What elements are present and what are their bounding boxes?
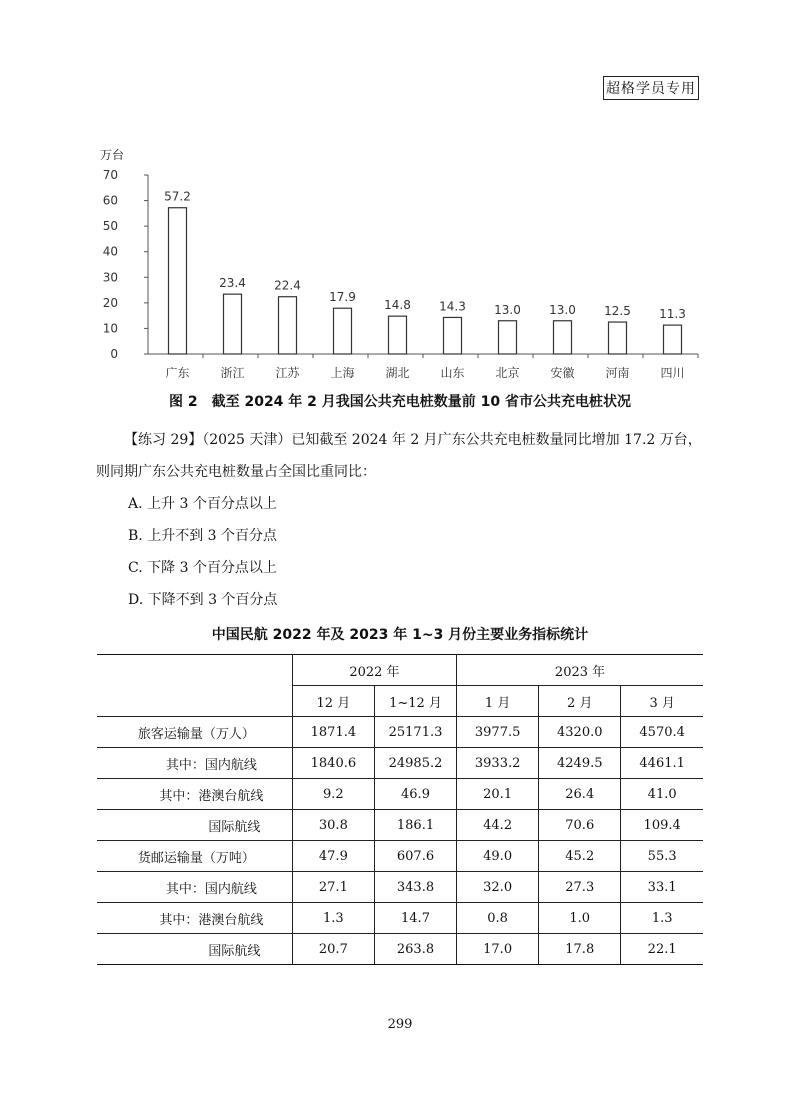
bar-value-label: 17.9 — [329, 290, 356, 305]
table-corner-cell — [97, 655, 292, 717]
x-category-label: 上海 — [330, 366, 355, 380]
table-row — [97, 903, 703, 934]
table-row — [97, 748, 703, 779]
y-tick-label: 60 — [102, 193, 118, 208]
page-number: 299 — [387, 1017, 413, 1032]
x-category-label: 安徽 — [550, 366, 575, 380]
table-cell: 46.9 — [374, 779, 456, 810]
table-cell: 45.2 — [539, 841, 621, 872]
bar — [499, 321, 517, 354]
table-cell: 1.0 — [539, 903, 621, 934]
table-cell: 3977.5 — [457, 717, 539, 748]
table-row — [97, 872, 703, 903]
bar — [169, 208, 187, 354]
bar — [334, 308, 352, 354]
y-tick-label: 20 — [102, 295, 118, 310]
table-row — [97, 810, 703, 841]
table-cell: 109.4 — [621, 810, 703, 841]
chart-bars — [164, 190, 686, 354]
bar-value-label: 13.0 — [549, 302, 576, 317]
bar — [554, 321, 572, 354]
y-tick-label: 40 — [102, 244, 118, 259]
option-a[interactable]: A. 上升 3 个百分点以上 — [128, 496, 277, 512]
table-cell: 9.2 — [292, 779, 374, 810]
y-tick-label: 30 — [102, 270, 118, 285]
y-tick-label: 70 — [102, 168, 118, 182]
table-cell: 4461.1 — [621, 748, 703, 779]
bar-value-label: 14.8 — [384, 298, 411, 313]
table-header-row — [97, 655, 703, 686]
row-label: 其中：国内航线 — [97, 748, 292, 779]
bar-value-label: 11.3 — [659, 307, 686, 322]
table-cell: 55.3 — [621, 841, 703, 872]
table-cell: 27.1 — [292, 872, 374, 903]
table-row — [97, 717, 703, 748]
table-cell: 186.1 — [374, 810, 456, 841]
question-stem — [96, 424, 706, 488]
x-category-label: 山东 — [440, 366, 465, 380]
table-cell: 25171.3 — [374, 717, 456, 748]
x-category-label: 浙江 — [220, 366, 245, 380]
aviation-stats-table — [97, 654, 703, 965]
table-cell: 343.8 — [374, 872, 456, 903]
question-line-2: 则同期广东公共充电桩数量占全国比重同比： — [96, 464, 376, 480]
table-cell: 0.8 — [457, 903, 539, 934]
table-row — [97, 841, 703, 872]
bar — [389, 316, 407, 354]
option-b[interactable]: B. 上升不到 3 个百分点 — [128, 528, 277, 544]
bar-value-label: 12.5 — [604, 304, 631, 319]
subheader-jan: 1 月 — [457, 686, 539, 717]
table-cell: 1.3 — [292, 903, 374, 934]
subheader-full-year: 1~12 月 — [374, 686, 456, 717]
exclusive-tag: 超格学员专用 — [603, 76, 699, 100]
y-unit-label: 万台 — [100, 148, 125, 162]
table-cell: 14.7 — [374, 903, 456, 934]
bar-value-label: 22.4 — [274, 278, 301, 293]
answer-options — [128, 488, 277, 616]
subheader-feb: 2 月 — [539, 686, 621, 717]
charging-pile-bar-chart — [90, 140, 710, 390]
table-cell: 49.0 — [457, 841, 539, 872]
row-label: 货邮运输量（万吨） — [97, 841, 292, 872]
bar — [224, 294, 242, 354]
subheader-dec: 12 月 — [292, 686, 374, 717]
table-cell: 27.3 — [539, 872, 621, 903]
question-line-1: 【练习 29】（2025 天津）已知截至 2024 年 2 月广东公共充电桩数量同比增加 17.2 万台， — [124, 432, 702, 448]
table-cell: 41.0 — [621, 779, 703, 810]
table-cell: 44.2 — [457, 810, 539, 841]
table-cell: 20.7 — [292, 934, 374, 965]
table-cell: 26.4 — [539, 779, 621, 810]
table-cell: 4249.5 — [539, 748, 621, 779]
header-2023: 2023 年 — [457, 655, 703, 686]
header-2022: 2022 年 — [292, 655, 456, 686]
x-category-label: 广东 — [165, 366, 190, 380]
y-tick-label: 10 — [102, 321, 118, 336]
table-cell: 263.8 — [374, 934, 456, 965]
table-cell: 17.0 — [457, 934, 539, 965]
table-row — [97, 934, 703, 965]
row-label: 旅客运输量（万人） — [97, 717, 292, 748]
table-cell: 3933.2 — [457, 748, 539, 779]
table-cell: 607.6 — [374, 841, 456, 872]
table-cell: 47.9 — [292, 841, 374, 872]
table-cell: 1871.4 — [292, 717, 374, 748]
table-cell: 32.0 — [457, 872, 539, 903]
bar-value-label: 23.4 — [219, 276, 246, 291]
bar-value-label: 57.2 — [164, 189, 191, 204]
subheader-mar: 3 月 — [621, 686, 703, 717]
table-cell: 4570.4 — [621, 717, 703, 748]
table-cell: 24985.2 — [374, 748, 456, 779]
bar-value-label: 13.0 — [494, 302, 521, 317]
table-row — [97, 779, 703, 810]
table-cell: 1.3 — [621, 903, 703, 934]
bar — [664, 325, 682, 354]
bar-value-label: 14.3 — [439, 299, 466, 314]
row-label: 其中：港澳台航线 — [97, 903, 292, 934]
table-title: 中国民航 2022 年及 2023 年 1~3 月份主要业务指标统计 — [211, 627, 589, 643]
table-cell: 22.1 — [621, 934, 703, 965]
bar — [444, 317, 462, 354]
option-c[interactable]: C. 下降 3 个百分点以上 — [128, 560, 277, 576]
table-cell: 20.1 — [457, 779, 539, 810]
x-category-label: 四川 — [660, 366, 685, 380]
y-tick-label: 50 — [102, 219, 118, 234]
x-category-label: 北京 — [495, 366, 520, 380]
option-d[interactable]: D. 下降不到 3 个百分点 — [128, 592, 278, 608]
table-cell: 33.1 — [621, 872, 703, 903]
bar — [609, 322, 627, 354]
row-label: 国际航线 — [97, 934, 292, 965]
row-label: 其中：国内航线 — [97, 872, 292, 903]
table-cell: 1840.6 — [292, 748, 374, 779]
row-label: 国际航线 — [97, 810, 292, 841]
table-cell: 30.8 — [292, 810, 374, 841]
row-label: 其中：港澳台航线 — [97, 779, 292, 810]
bar — [279, 297, 297, 354]
table-cell: 17.8 — [539, 934, 621, 965]
table-cell: 70.6 — [539, 810, 621, 841]
figure-caption: 图 2 截至 2024 年 2 月我国公共充电桩数量前 10 省市公共充电桩状况 — [168, 394, 632, 410]
table-cell: 4320.0 — [539, 717, 621, 748]
x-category-label: 河南 — [605, 366, 630, 380]
x-category-label: 湖北 — [385, 366, 410, 380]
x-category-label: 江苏 — [275, 366, 300, 380]
y-tick-label: 0 — [110, 347, 118, 361]
